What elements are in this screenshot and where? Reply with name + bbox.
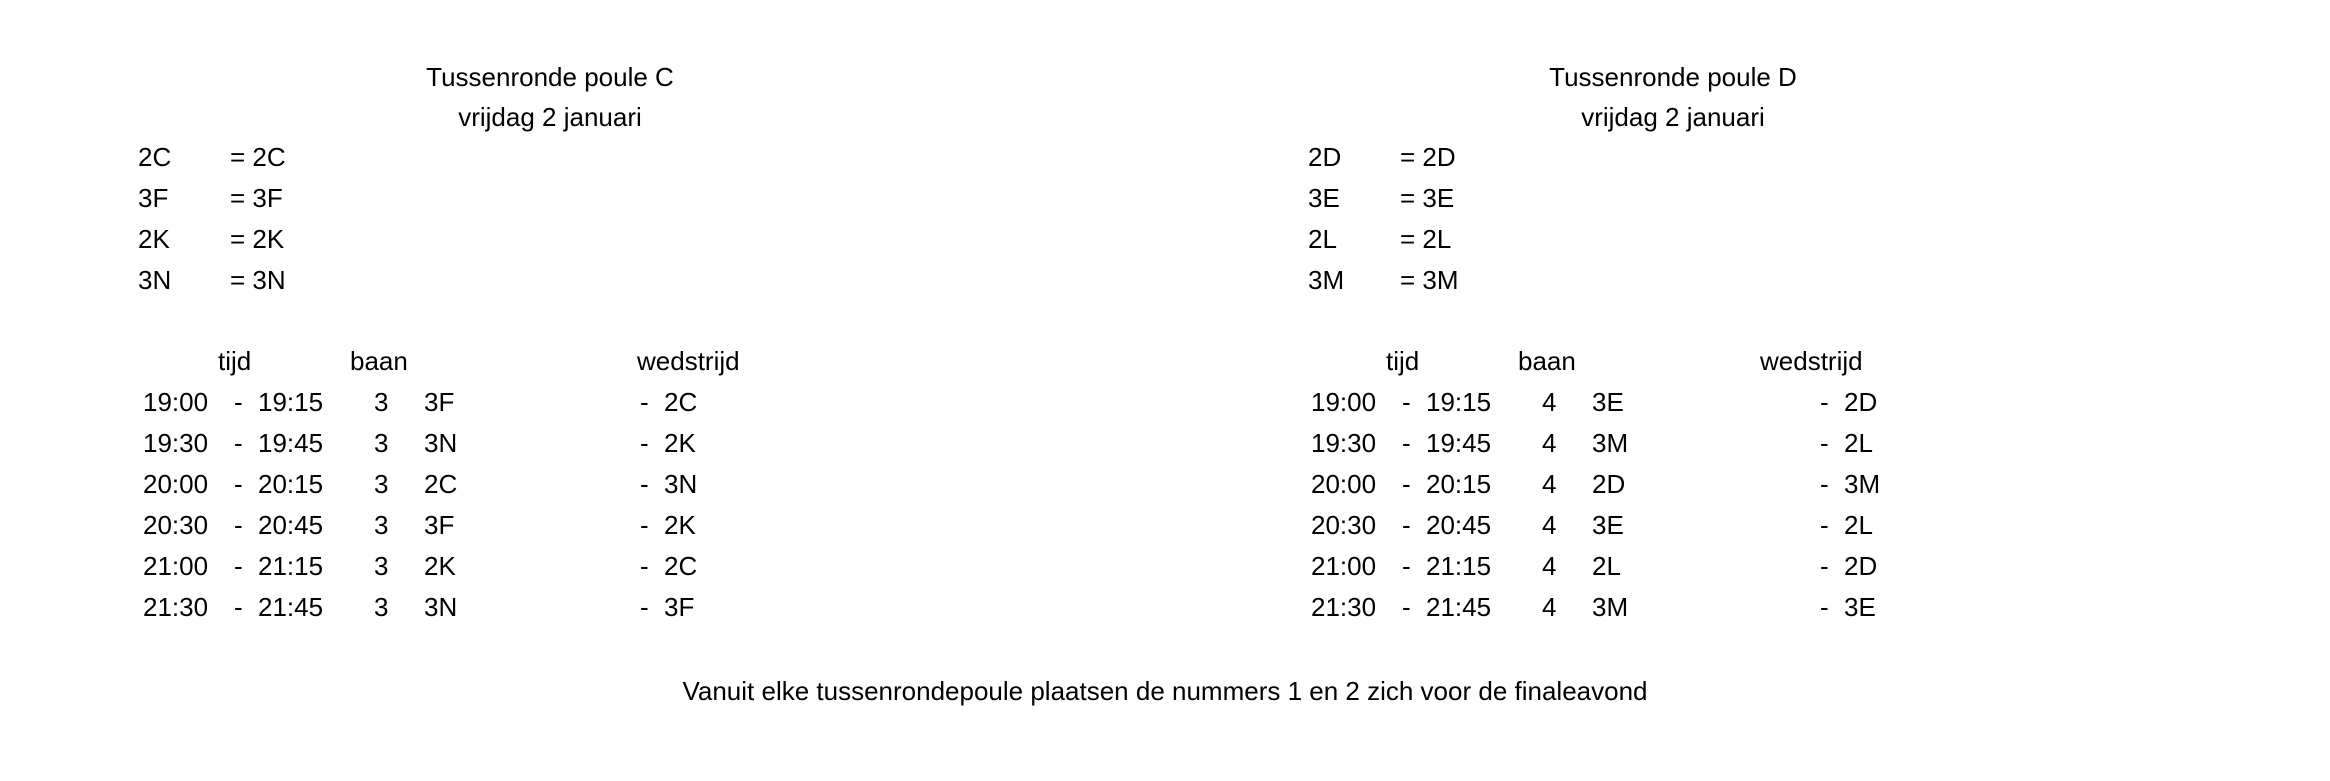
header-tijd: tijd (1386, 346, 1420, 376)
end-time: 20:45 (258, 510, 324, 540)
poule-date: vrijdag 2 januari (458, 102, 642, 132)
match-row (1168, 387, 2168, 428)
match-row (1168, 551, 2168, 592)
time-dash: - (1402, 592, 1411, 622)
team-list (138, 142, 438, 306)
start-time: 20:00 (1311, 469, 1377, 499)
end-time: 21:15 (1426, 551, 1492, 581)
end-time: 20:45 (1426, 510, 1492, 540)
poule-date: vrijdag 2 januari (1581, 102, 1765, 132)
match-row (0, 551, 1000, 592)
team-row (138, 265, 438, 306)
home-team: 2K (424, 551, 456, 581)
header-wedstrijd: wedstrijd (637, 346, 740, 376)
court-number: 4 (1542, 387, 1557, 417)
match-row (1168, 469, 2168, 510)
end-time: 19:45 (258, 428, 324, 458)
home-team: 2D (1592, 469, 1626, 499)
home-team: 2C (424, 469, 458, 499)
court-number: 3 (374, 510, 389, 540)
team-row (138, 224, 438, 265)
match-schedule (0, 387, 1000, 633)
poule-d-section (1168, 0, 2268, 781)
team-assignment: = 3M (1400, 265, 1459, 295)
away-team: 3F (664, 592, 695, 622)
poule-title: Tussenronde poule C (426, 62, 674, 92)
team-row (1308, 142, 1608, 183)
team-row (138, 142, 438, 183)
team-row (1308, 183, 1608, 224)
team-code: 3M (1308, 265, 1345, 295)
time-dash: - (234, 428, 243, 458)
court-number: 4 (1542, 592, 1557, 622)
match-row (0, 592, 1000, 633)
team-row (1308, 265, 1608, 306)
home-team: 3F (424, 510, 455, 540)
team-assignment: = 2C (230, 142, 286, 172)
team-list (1308, 142, 1608, 306)
end-time: 20:15 (258, 469, 324, 499)
home-team: 3F (424, 387, 455, 417)
start-time: 21:30 (143, 592, 209, 622)
versus-dash: - (1820, 387, 1829, 417)
team-code: 3F (138, 183, 169, 213)
header-wedstrijd: wedstrijd (1760, 346, 1863, 376)
footer-note: Vanuit elke tussenrondepoule plaatsen de nummers 1 en 2 zich voor de finaleavond (682, 676, 1648, 706)
end-time: 20:15 (1426, 469, 1492, 499)
end-time: 19:45 (1426, 428, 1492, 458)
match-row (1168, 428, 2168, 469)
versus-dash: - (1820, 510, 1829, 540)
court-number: 4 (1542, 551, 1557, 581)
away-team: 2D (1844, 387, 1878, 417)
team-assignment: = 2D (1400, 142, 1456, 172)
away-team: 2C (664, 551, 698, 581)
team-code: 2L (1308, 224, 1337, 254)
away-team: 3M (1844, 469, 1881, 499)
end-time: 19:15 (1426, 387, 1492, 417)
time-dash: - (234, 592, 243, 622)
team-assignment: = 3F (230, 183, 283, 213)
team-code: 2D (1308, 142, 1342, 172)
versus-dash: - (640, 469, 649, 499)
versus-dash: - (1820, 592, 1829, 622)
match-row (0, 469, 1000, 510)
time-dash: - (234, 551, 243, 581)
end-time: 19:15 (258, 387, 324, 417)
court-number: 4 (1542, 510, 1557, 540)
match-row (0, 387, 1000, 428)
home-team: 3M (1592, 428, 1629, 458)
header-baan: baan (1518, 346, 1576, 376)
team-row (1308, 224, 1608, 265)
court-number: 3 (374, 469, 389, 499)
end-time: 21:45 (1426, 592, 1492, 622)
versus-dash: - (1820, 469, 1829, 499)
team-code: 2C (138, 142, 172, 172)
team-row (138, 183, 438, 224)
home-team: 3E (1592, 387, 1624, 417)
away-team: 3N (664, 469, 698, 499)
away-team: 2D (1844, 551, 1878, 581)
home-team: 2L (1592, 551, 1621, 581)
team-code: 2K (138, 224, 170, 254)
team-code: 3N (138, 265, 172, 295)
away-team: 3E (1844, 592, 1876, 622)
match-row (1168, 510, 2168, 551)
team-assignment: = 2K (230, 224, 285, 254)
start-time: 19:30 (143, 428, 209, 458)
time-dash: - (234, 469, 243, 499)
start-time: 19:30 (1311, 428, 1377, 458)
versus-dash: - (1820, 551, 1829, 581)
poule-c-section (0, 0, 1100, 781)
time-dash: - (1402, 428, 1411, 458)
court-number: 4 (1542, 469, 1557, 499)
home-team: 3M (1592, 592, 1629, 622)
time-dash: - (1402, 551, 1411, 581)
end-time: 21:45 (258, 592, 324, 622)
team-assignment: = 3E (1400, 183, 1455, 213)
end-time: 21:15 (258, 551, 324, 581)
header-tijd: tijd (218, 346, 252, 376)
match-row (1168, 592, 2168, 633)
versus-dash: - (640, 551, 649, 581)
team-code: 3E (1308, 183, 1340, 213)
team-assignment: = 2L (1400, 224, 1452, 254)
away-team: 2K (664, 510, 696, 540)
away-team: 2C (664, 387, 698, 417)
time-dash: - (234, 510, 243, 540)
court-number: 3 (374, 428, 389, 458)
versus-dash: - (640, 428, 649, 458)
team-assignment: = 3N (230, 265, 286, 295)
court-number: 3 (374, 551, 389, 581)
versus-dash: - (640, 387, 649, 417)
away-team: 2L (1844, 428, 1873, 458)
time-dash: - (1402, 387, 1411, 417)
court-number: 3 (374, 592, 389, 622)
time-dash: - (234, 387, 243, 417)
court-number: 3 (374, 387, 389, 417)
poule-title: Tussenronde poule D (1549, 62, 1797, 92)
versus-dash: - (640, 592, 649, 622)
start-time: 20:30 (143, 510, 209, 540)
match-row (0, 510, 1000, 551)
start-time: 19:00 (1311, 387, 1377, 417)
away-team: 2L (1844, 510, 1873, 540)
start-time: 21:00 (143, 551, 209, 581)
versus-dash: - (1820, 428, 1829, 458)
match-row (0, 428, 1000, 469)
home-team: 3N (424, 428, 458, 458)
home-team: 3N (424, 592, 458, 622)
start-time: 19:00 (143, 387, 209, 417)
time-dash: - (1402, 469, 1411, 499)
header-baan: baan (350, 346, 408, 376)
start-time: 20:30 (1311, 510, 1377, 540)
court-number: 4 (1542, 428, 1557, 458)
start-time: 20:00 (143, 469, 209, 499)
start-time: 21:30 (1311, 592, 1377, 622)
start-time: 21:00 (1311, 551, 1377, 581)
away-team: 2K (664, 428, 696, 458)
time-dash: - (1402, 510, 1411, 540)
versus-dash: - (640, 510, 649, 540)
home-team: 3E (1592, 510, 1624, 540)
match-schedule (1168, 387, 2168, 633)
